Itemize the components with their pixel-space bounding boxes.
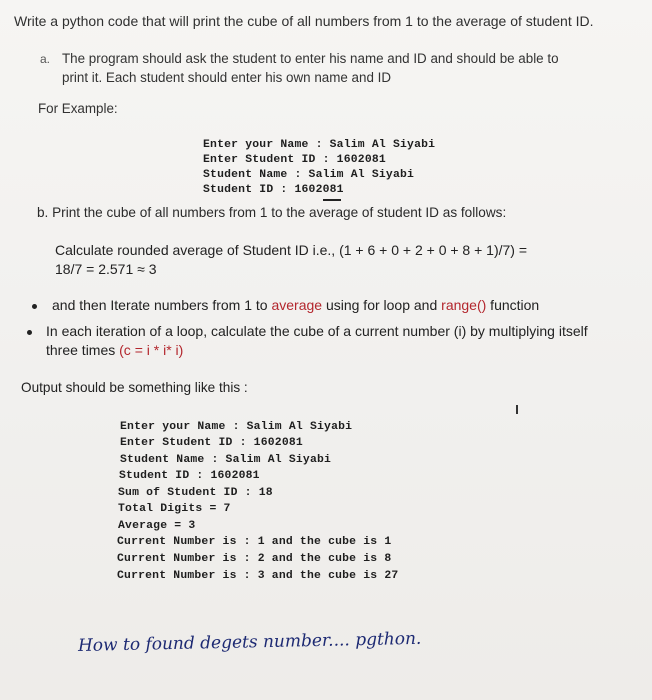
output-line: Total Digits = 7 [118, 503, 231, 515]
output-line: Current Number is : 2 and the cube is 8 [117, 553, 392, 565]
example-underline [323, 199, 341, 201]
bullet-2-line-2: three times (c = i * i* i) [46, 342, 184, 358]
example-label: For Example: [38, 101, 118, 116]
bullet-2-line-1: In each iteration of a loop, calculate the cube of a current number (i) by multiplying itself [46, 323, 588, 339]
example-line: Student Name : Salim Al Siyabi [203, 169, 415, 181]
item-b-text: b. Print the cube of all numbers from 1 to the average of student ID as follows: [37, 205, 507, 220]
bullet-dot [32, 304, 37, 309]
output-line: Student ID : 1602081 [119, 470, 260, 482]
highlight-formula: (c = i * i* i) [119, 342, 184, 358]
example-line: Enter Student ID : 1602081 [203, 154, 386, 166]
output-line: Current Number is : 1 and the cube is 1 [117, 536, 392, 548]
output-line: Enter your Name : Salim Al Siyabi [120, 421, 353, 433]
output-line: Student Name : Salim Al Siyabi [120, 454, 332, 466]
item-a-line-2: print it. Each student should enter his own name and ID [62, 70, 392, 85]
item-a-line-1: The program should ask the student to enter his name and ID and should be able to [62, 51, 559, 66]
bullet-1-text: and then Iterate numbers from 1 to average using for loop and range() function [52, 297, 540, 313]
calc-line-1: Calculate rounded average of Student ID i.e., (1 + 6 + 0 + 2 + 0 + 8 + 1)/7) = [55, 242, 528, 258]
output-label: Output should be something like this : [21, 380, 248, 395]
handwritten-note: How to found degets number.... pgthon. [77, 628, 422, 656]
output-line: Average = 3 [118, 520, 196, 532]
example-line: Enter your Name : Salim Al Siyabi [203, 139, 436, 151]
cursor-mark [516, 405, 518, 414]
output-line: Current Number is : 3 and the cube is 27 [117, 570, 399, 582]
calc-line-2: 18/7 = 2.571 ≈ 3 [55, 261, 157, 277]
question-title: Write a python code that will print the cube of all numbers from 1 to the average of student ID. [14, 13, 594, 29]
item-a-marker: a. [40, 52, 51, 66]
example-line: Student ID : 1602081 [203, 184, 344, 196]
highlight-range: range() [441, 297, 487, 313]
bullet-dot [27, 330, 32, 335]
output-line: Sum of Student ID : 18 [118, 487, 273, 499]
output-line: Enter Student ID : 1602081 [120, 437, 303, 449]
highlight-average: average [271, 297, 323, 313]
